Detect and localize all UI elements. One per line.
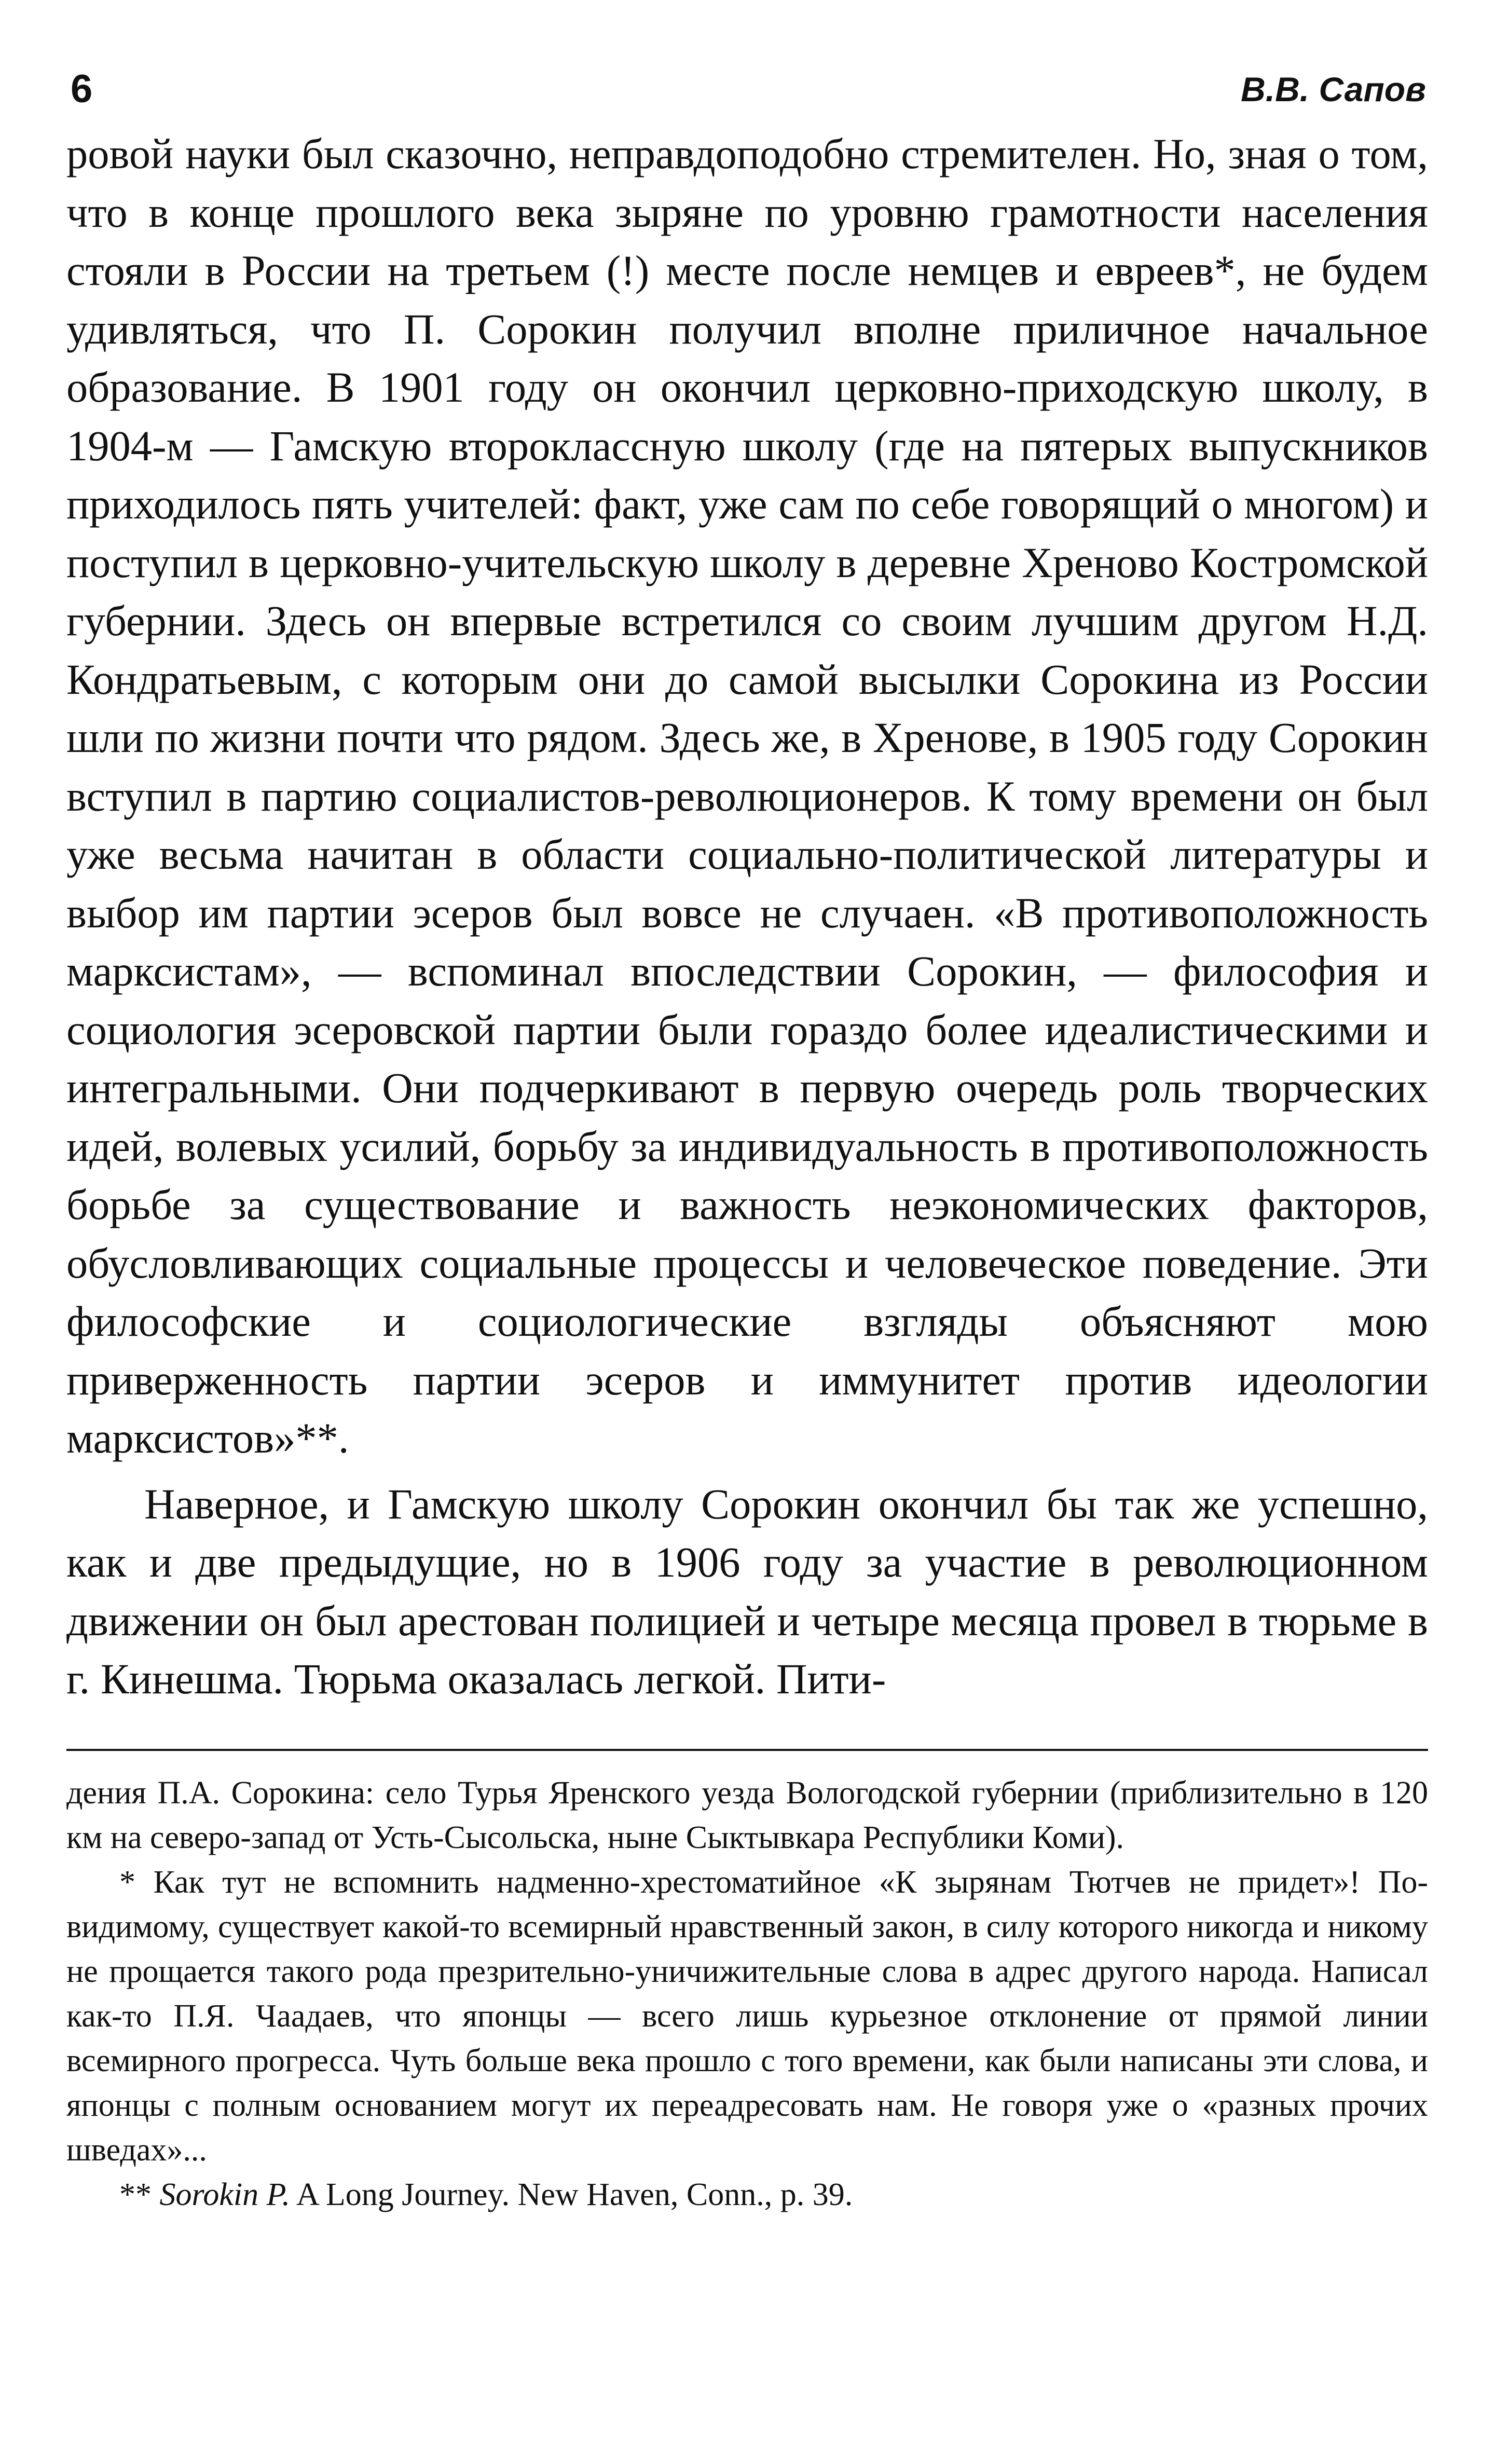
paragraph-1: ровой науки был сказочно, неправдоподобно стремителен. Но, зная о том, что в конце прошлого века зыряне по уровню грамотности населения стояли в России на третьем (!) месте после немцев и евреев*, не будем удивляться, что П. Сорокин получил вполне приличное начальное образование. В 1901 году он окончил церковно-приходскую школу, в 1904-м — Гамскую второклассную школу (где на пятерых выпускников приходилось пять учителей: факт, уже сам по себе говорящий о многом) и поступил в церковно-учительскую школу в деревне Хреново Костромской губернии. Здесь он впервые встретился со своим лучшим другом Н.Д. Кондратьевым, с которым они до самой высылки Сорокина из России шли по жизни почти что рядом. Здесь же, в Хренове, в 1905 году Сорокин вступил в партию социалистов-революционеров. К тому времени он был уже весьма начитан в области социально-политической литературы и выбор им партии эсеров был вовсе не случаен. «В противоположность марксистам», — вспоминал впоследствии Сорокин, — философия и социология эсеровской партии были гораздо более идеалистическими и интегральными. Они подчеркивают в первую очередь роль творческих идей, волевых усилий, борьбу за индивидуальность в противоположность борьбе за существование и важность неэкономических факторов, обусловливающих социальные процессы и человеческое поведение. Эти философские и социологические взгляды объясняют мою приверженность партии эсеров и иммунитет против идеологии марксистов»**. [66, 130, 1428, 1462]
footnote-2-title: A Long Journey. New Haven, Conn., p. 39. [296, 2176, 853, 2212]
main-text [66, 125, 1428, 1708]
footnote-2-marker: ** [119, 2176, 152, 2212]
page-number: 6 [71, 67, 93, 111]
footnote-1: * Как тут не вспомнить надменно-хрестоматийное «К зырянам Тютчев не придет»! По-видимому, существует какой-то всемирный нравственный закон, в силу которого никогда и никому не прощается такого рода презрительно-уничижительные слова в адрес другого народа. Написал как-то П.Я. Чаадаев, что японцы — всего лишь курьезное отклонение от прямой линии всемирного прогресса. Чуть больше века прошло с того времени, как были написаны эти слова, и японцы с полным основанием могут их переадресовать нам. Не говоря уже о «разных прочих шведах»... [66, 1864, 1428, 2168]
book-page [66, 62, 1428, 2217]
footnote-divider [66, 1749, 1428, 1751]
running-head-author: В.В. Сапов [1241, 70, 1426, 108]
paragraph-2: Наверное, и Гамскую школу Сорокин окончил бы так же успешно, как и две предыдущие, но в 1906 году за участие в революционном движении он был арестован полицией и четыре месяца провел в тюрьме в г. Кинешма. Тюрьма оказалась легкой. Пити- [66, 1480, 1428, 1703]
footnote-2-author: Sorokin P. [159, 2176, 290, 2212]
running-header [66, 62, 1428, 125]
footnote-2 [66, 2172, 1428, 2217]
footnotes [66, 1771, 1428, 2217]
footnote-continuation: дения П.А. Сорокина: село Турья Яренского уезда Вологодской губернии (приблизительно в 120 км на северо-запад от Усть-Сысольска, ныне Сыктывкара Республики Коми). [66, 1775, 1428, 1855]
